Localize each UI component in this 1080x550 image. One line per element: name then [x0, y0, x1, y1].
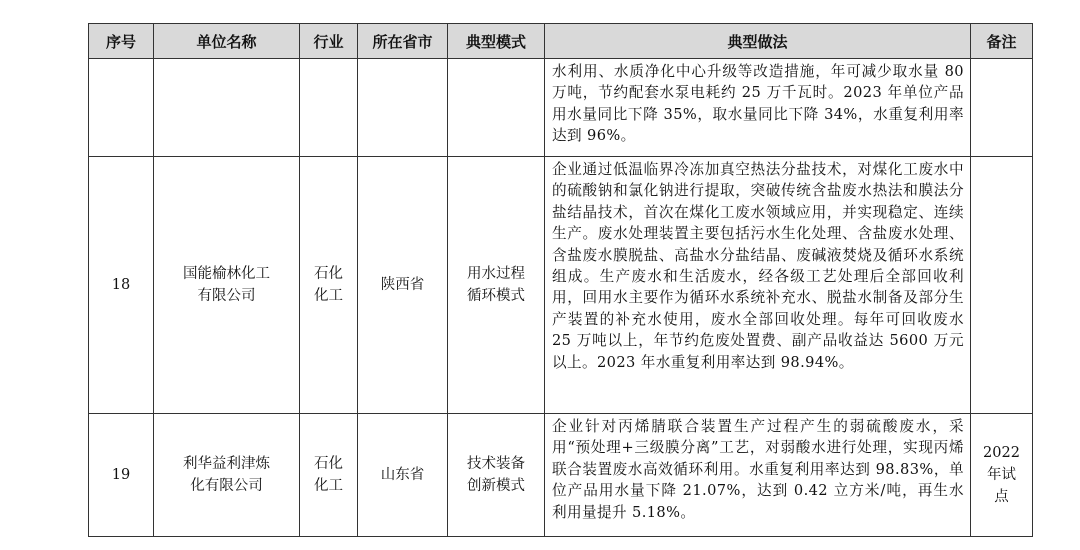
cell-mode [448, 59, 545, 157]
cell-unit: 国能榆林化工 有限公司 [154, 157, 300, 414]
header-seq: 序号 [89, 24, 154, 59]
cell-unit [154, 59, 300, 157]
header-note: 备注 [971, 24, 1033, 59]
cell-unit: 利华益利津炼 化有限公司 [154, 414, 300, 537]
cell-industry [300, 59, 358, 157]
cell-note [971, 59, 1033, 157]
header-industry: 行业 [300, 24, 358, 59]
table-row [89, 157, 1033, 414]
table-row [89, 414, 1033, 537]
cell-province: 陕西省 [358, 157, 448, 414]
cell-industry: 石化 化工 [300, 157, 358, 414]
cell-mode: 用水过程 循环模式 [448, 157, 545, 414]
header-typical-mode: 典型模式 [448, 24, 545, 59]
header-unit-name: 单位名称 [154, 24, 300, 59]
cell-note [971, 157, 1033, 414]
cell-practice: 水利用、水质净化中心升级等改造措施，年可减少取水量 80 万吨，节约配套水泵电耗约 25 万千瓦时。2023 年单位产品用水量同比下降 35%，取水量同比下降 34%，水重复利用率达到 96%。 [545, 59, 971, 157]
cell-practice: 企业针对丙烯腈联合装置生产过程产生的弱硫酸废水，采用“预处理+三级膜分离”工艺，对弱酸水进行处理，实现丙烯联合装置废水高效循环利用。水重复利用率达到 98.83%，单位产品用水量下降 21.07%，达到 0.42 立方米/吨，再生水利用量提升 5.18%。 [545, 414, 971, 537]
cell-seq: 18 [89, 157, 154, 414]
table-header-row [89, 24, 1033, 59]
cell-seq [89, 59, 154, 157]
enterprise-water-table [88, 23, 1033, 537]
cell-province [358, 59, 448, 157]
header-province: 所在省市 [358, 24, 448, 59]
header-typical-practice: 典型做法 [545, 24, 971, 59]
table-row [89, 59, 1033, 157]
cell-province: 山东省 [358, 414, 448, 537]
cell-industry: 石化 化工 [300, 414, 358, 537]
cell-practice: 企业通过低温临界冷冻加真空热法分盐技术，对煤化工废水中的硫酸钠和氯化钠进行提取，突破传统含盐废水热法和膜法分盐结晶技术，首次在煤化工废水领域应用，并实现稳定、连续生产。废水处理装置主要包括污水生化处理、含盐废水处理、含盐废水膜脱盐、高盐水分盐结晶、废碱液焚烧及循环水系统组成。生产废水和生活废水，经各级工艺处理后全部回收利用，回用水主要作为循环水系统补充水、脱盐水制备及部分生产装置的补充水使用，废水全部回收处理。每年可回收废水 25 万吨以上，年节约危废处置费、副产品收益达 5600 万元以上。2023 年水重复利用率达到 98.94%。 [545, 157, 971, 414]
cell-seq: 19 [89, 414, 154, 537]
cell-note: 2022 年试 点 [971, 414, 1033, 537]
cell-mode: 技术装备 创新模式 [448, 414, 545, 537]
